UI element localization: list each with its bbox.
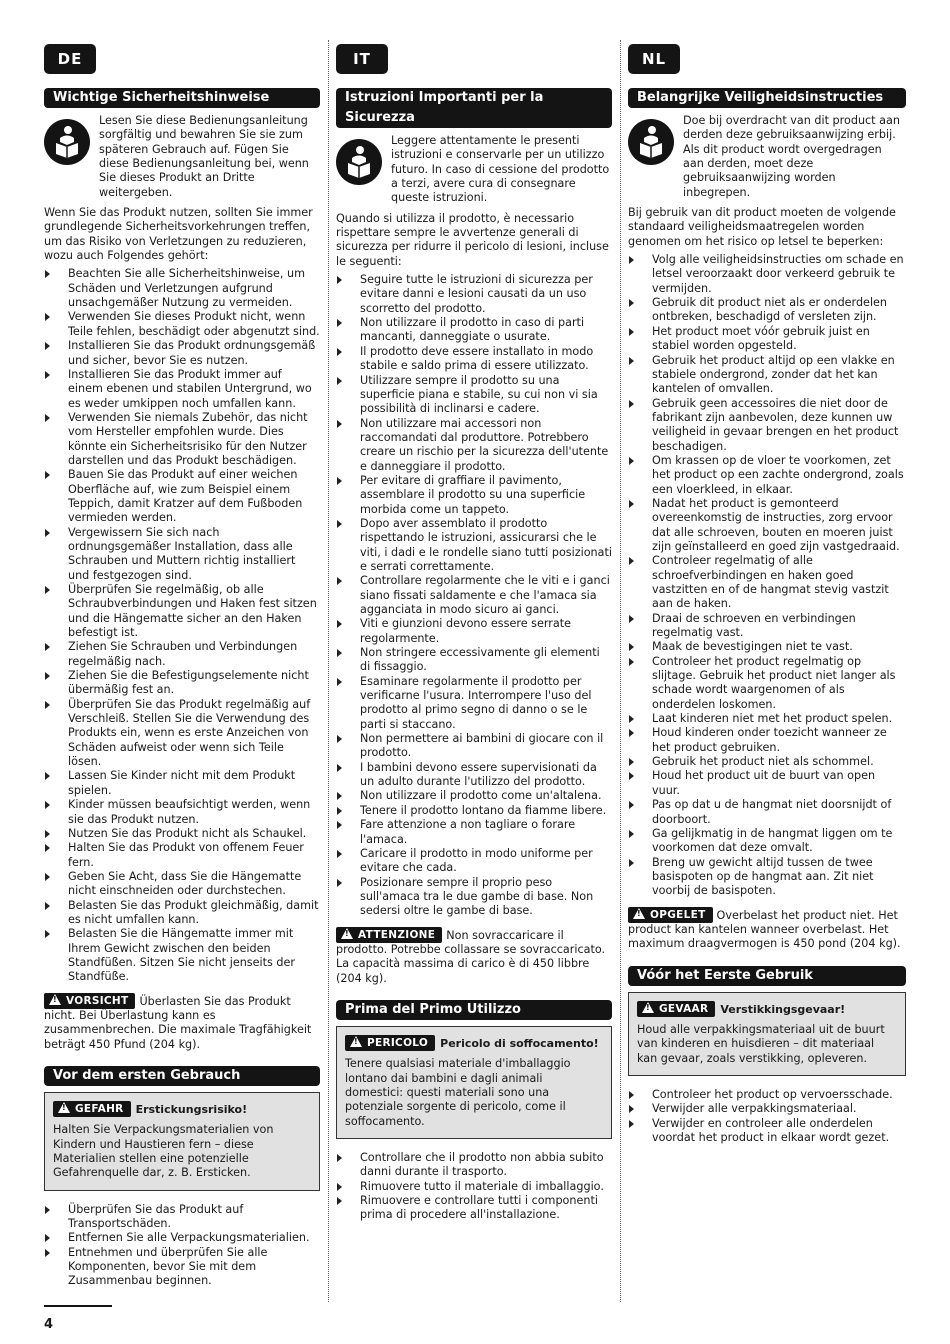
list-item: Viti e giunzioni devono essere serrate regolarmente. [336,617,612,646]
list-item: Verwenden Sie niemals Zubehör, das nicht vom Hersteller empfohlen wurde. Dies könnte ein Sicherheitsrisiko für den Nutzer darstellen und das Produkt beschädigen. [44,411,320,468]
list-item: Caricare il prodotto in modo uniforme per evitare che cada. [336,847,612,876]
danger-heading: Erstickungsrisiko! [135,1103,248,1116]
list-item: Houd het product uit de buurt van open vuur. [628,769,906,798]
list-item: Gebruik dit product niet als er onderdelen ontbreken, beschadigd of versleten zijn. [628,296,906,325]
safety-list [628,253,906,898]
list-item: Verwenden Sie dieses Produkt nicht, wenn Teile fehlen, beschädigt oder abgenutzt sind. [44,310,320,339]
list-item: Non utilizzare il prodotto come un'altalena. [336,789,612,803]
read-manual-icon [336,139,382,185]
list-item: Utilizzare sempre il prodotto su una superficie piana e stabile, su cui non vi sia possibilità di inclinarsi e cadere. [336,374,612,417]
safety-list [336,273,612,918]
list-item: Nadat het product is gemonteerd overeenkomstig de instructies, zorg ervoor dat alle schroeven, bouten en moeren juist zijn geïnstalleerd en goed zijn vastgedraaid. [628,497,906,554]
lead-text: Wenn Sie das Produkt nutzen, sollten Sie immer grundlegende Sicherheitsvorkehrungen treffen, um das Risiko von Verletzungen zu reduzieren, wozu auch Folgendes gehört: [44,206,313,263]
danger-box [44,1092,320,1191]
section-title-safety: Belangrijke Veiligheidsinstructies [628,88,906,108]
caution-note [628,907,906,952]
warning-triangle-icon [58,1102,70,1113]
list-item: Controleer het product regelmatig op slijtage. Gebruik het product niet langer als schade wordt waargenomen of als onderdelen loskomen. [628,655,906,712]
warning-triangle-icon [633,908,645,919]
list-item: Ga gelijkmatig in de hangmat liggen om te voorkomen dat deze omvalt. [628,827,906,856]
list-item: Verwijder alle verpakkingsmateriaal. [628,1102,906,1116]
warning-triangle-icon [341,928,353,939]
caution-badge: !OPGELET [628,907,713,923]
list-item: Rimuovere tutto il materiale di imballaggio. [336,1180,612,1194]
list-item: Belasten Sie das Produkt gleichmäßig, damit es nicht umfallen kann. [44,899,320,928]
list-item: Kinder müssen beaufsichtigt werden, wenn sie das Produkt nutzen. [44,798,320,827]
section-title-first-use: Prima del Primo Utilizzo [336,1000,612,1020]
first-use-list [628,1088,906,1145]
caution-badge: !ATTENZIONE [336,927,442,943]
list-item: Controllare che il prodotto non abbia subito danni durante il trasporto. [336,1151,612,1180]
list-item: Halten Sie das Produkt von offenem Feuer fern. [44,841,320,870]
first-use-list [336,1151,612,1223]
list-item: Per evitare di graffiare il pavimento, assemblare il prodotto su una superficie morbida come un tappeto. [336,474,612,517]
section-title-first-use: Vor dem ersten Gebrauch [44,1066,320,1086]
list-item: Houd kinderen onder toezicht wanneer ze het product gebruiken. [628,726,906,755]
list-item: Pas op dat u de hangmat niet doorsnijdt of doorboort. [628,798,906,827]
list-item: Verwijder en controleer alle onderdelen voordat het product in elkaar wordt gezet. [628,1117,906,1146]
list-item: Controleer het product op vervoersschade. [628,1088,906,1102]
first-use-list [44,1203,320,1289]
section-title-safety: Istruzioni Importanti per la Sicurezza [336,88,612,128]
intro-text: Doe bij overdracht van dit product aan derden deze gebruiksaanwijzing erbij. Als dit product wordt overgedragen aan derden, moet deze gebruiksaanwijzing worden inbegrepen. [683,114,900,199]
list-item: Breng uw gewicht altijd tussen de twee basispoten op de hangmat aan. Zit niet voorbij de basispoten. [628,856,906,899]
warning-triangle-icon [350,1036,362,1047]
list-item: Non stringere eccessivamente gli elementi di fissaggio. [336,646,612,675]
column-nl [628,44,906,1145]
column-separator-1 [328,40,329,1302]
list-item: Maak de bevestigingen niet te vast. [628,640,906,654]
lead-text: Quando si utilizza il prodotto, è necessario rispettare sempre le avvertenze generali di sicurezza per ridurre il pericolo di lesioni, incluse le seguenti: [336,211,609,268]
warning-triangle-icon [642,1002,654,1013]
section-title-safety: Wichtige Sicherheitshinweise [44,88,320,108]
caution-text: Non sovraccaricare il prodotto. Potrebbe collassare se sovraccaricato. La capacità massima di carico è di 450 libbre (204 kg). [336,928,606,985]
danger-badge: !PERICOLO [345,1035,435,1051]
danger-box [336,1026,612,1139]
list-item: Posizionare sempre il proprio peso sull'amaca tra le due gambe di base. Non sedersi oltre le gambe di base. [336,876,612,919]
list-item: Draai de schroeven en verbindingen regelmatig vast. [628,612,906,641]
list-item: Non permettere ai bambini di giocare con il prodotto. [336,732,612,761]
list-item: Beachten Sie alle Sicherheitshinweise, um Schäden und Verletzungen aufgrund unsachgemäßer Nutzung zu vermeiden. [44,267,320,310]
list-item: Nutzen Sie das Produkt nicht als Schaukel. [44,827,320,841]
intro-block [628,114,906,200]
list-item: Het product moet vóór gebruik juist en stabiel worden opgesteld. [628,325,906,354]
language-badge: DE [44,44,96,74]
intro-block [336,134,612,206]
list-item: Bauen Sie das Produkt auf einer weichen Oberfläche auf, wie zum Beispiel einem Teppich, damit Kratzer auf dem Fußboden vermieden werden. [44,468,320,525]
list-item: Non utilizzare il prodotto in caso di parti mancanti, danneggiate o usurate. [336,316,612,345]
danger-heading: Verstikkingsgevaar! [720,1002,846,1016]
danger-text: Halten Sie Verpackungsmaterialien von Kindern und Haustieren fern – diese Materialien stellen eine potenzielle Gefahrenquelle dar, z. B. Ersticken. [53,1123,274,1180]
danger-badge: !GEFAHR [53,1101,131,1117]
list-item: Entfernen Sie alle Verpackungsmaterialien. [44,1231,320,1245]
list-item: Geben Sie Acht, dass Sie die Hängematte nicht einschneiden oder durchstechen. [44,870,320,899]
list-item: Volg alle veiligheidsinstructies om schade en letsel veroorzaakt door verkeerd gebruik te vermijden. [628,253,906,296]
danger-heading: Pericolo di soffocamento! [440,1036,599,1050]
list-item: Installieren Sie das Produkt immer auf einem ebenen und stabilen Untergrund, wo es weder umkippen noch umfallen kann. [44,368,320,411]
list-item: Ziehen Sie Schrauben und Verbindungen regelmäßig nach. [44,640,320,669]
list-item: Lassen Sie Kinder nicht mit dem Produkt spielen. [44,769,320,798]
column-separator-2 [620,40,621,1302]
list-item: Gebruik geen accessoires die niet door de fabrikant zijn aanbevolen, deze kunnen uw veiligheid in gevaar brengen en het product beschadigen. [628,397,906,454]
column-de [44,44,320,1289]
caution-badge: !VORSICHT [44,993,135,1009]
list-item: Seguire tutte le istruzioni di sicurezza per evitare danni e lesioni causati da un uso scorretto del prodotto. [336,273,612,316]
list-item: Gebruik het product altijd op een vlakke en stabiele ondergrond, zonder dat het kan kantelen of omvallen. [628,354,906,397]
list-item: Überprüfen Sie das Produkt regelmäßig auf Verschleiß. Stellen Sie die Verwendung des Produkts ein, wenn es erste Anzeichen von Schäden aufweist oder wenn sich Teile lösen. [44,698,320,770]
list-item: Fare attenzione a non tagliare o forare l'amaca. [336,818,612,847]
list-item: Überprüfen Sie regelmäßig, ob alle Schraubverbindungen und Haken fest sitzen und die Hängematte sicher an den Haken befestigt ist. [44,583,320,640]
list-item: Dopo aver assemblato il prodotto rispettando le istruzioni, assicurarsi che le viti, i dadi e le rondelle siano tutti posizionati e serrati correttamente. [336,517,612,574]
caution-note [44,993,320,1052]
column-it [336,44,612,1223]
caution-text: Überlasten Sie das Produkt nicht. Bei Überlastung kann es zusammenbrechen. Die maximale Tragfähigkeit beträgt 450 Pfund (204 kg). [44,994,312,1051]
list-item: Il prodotto deve essere installato in modo stabile e saldo prima di essere utilizzato. [336,345,612,374]
language-badge: NL [628,44,680,74]
danger-text: Houd alle verpakkingsmateriaal uit de buurt van kinderen en huisdieren – dit materiaal kan gevaar, zoals verstikking, opleveren. [637,1022,885,1065]
intro-block [44,114,320,200]
page-number: 4 [44,1317,54,1332]
intro-text: Leggere attentamente le presenti istruzioni e conservarle per un utilizzo futuro. In caso di cessione del prodotto a terzi, avere cura di consegnare queste istruzioni. [391,134,610,205]
list-item: Controllare regolarmente che le viti e i ganci siano fissati saldamente e che l'amaca sia agganciata in modo sicuro ai ganci. [336,574,612,617]
intro-text: Lesen Sie diese Bedienungsanleitung sorgfältig und bewahren Sie sie zum späteren Gebrauch auf. Fügen Sie diese Bedienungsanleitung bei, wenn Sie dieses Produkt an Dritte weitergeben. [99,114,309,199]
list-item: Controleer regelmatig of alle schroefverbindingen en haken goed vastzitten en of de hangmat stevig vastzit aan de haken. [628,554,906,611]
footer-rule [44,1305,112,1307]
caution-note [336,927,612,986]
lead-text: Bij gebruik van dit product moeten de volgende standaard veiligheidsmaatregelen worden genomen om het risico op letsel te beperken: [628,206,896,248]
danger-box [628,992,906,1076]
list-item: Gebruik het product niet als schommel. [628,755,906,769]
list-item: Rimuovere e controllare tutti i componenti prima di procedere all'installazione. [336,1194,612,1223]
language-badge: IT [336,44,388,74]
list-item: Non utilizzare mai accessori non raccomandati dal produttore. Potrebbero creare un rischio per la sicurezza dell'utente e danneggiare il prodotto. [336,417,612,474]
list-item: Tenere il prodotto lontano da fiamme libere. [336,804,612,818]
list-item: Belasten Sie die Hängematte immer mit Ihrem Gewicht zwischen den beiden Standfüßen. Sitzen Sie nicht jenseits der Standfüße. [44,927,320,984]
safety-list [44,267,320,984]
danger-badge: !GEVAAR [637,1001,715,1017]
section-title-first-use: Vóór het Eerste Gebruik [628,966,906,986]
caution-text: Overbelast het product niet. Het product kan kantelen wanneer overbelast. Het maximum draagvermogen is 450 pond (204 kg). [628,908,901,951]
list-item: Entnehmen und überprüfen Sie alle Komponenten, bevor Sie mit dem Zusammenbau beginnen. [44,1246,320,1289]
list-item: Om krassen op de vloer te voorkomen, zet het product op een zachte ondergrond, zoals een vloerkleed, in elkaar. [628,454,906,497]
read-manual-icon [44,119,90,165]
list-item: Installieren Sie das Produkt ordnungsgemäß und sicher, bevor Sie es nutzen. [44,339,320,368]
list-item: Vergewissern Sie sich nach ordnungsgemäßer Installation, dass alle Schrauben und Muttern richtig installiert und festgezogen sind. [44,526,320,583]
read-manual-icon [628,119,674,165]
list-item: Esaminare regolarmente il prodotto per verificarne l'usura. Interrompere l'uso del prodotto al primo segno di danno o se le parti si staccano. [336,675,612,732]
list-item: Ziehen Sie die Befestigungselemente nicht übermäßig fest an. [44,669,320,698]
list-item: Überprüfen Sie das Produkt auf Transportschäden. [44,1203,320,1232]
danger-text: Tenere qualsiasi materiale d'imballaggio lontano dai bambini e dagli animali domestici: questi materiali sono una potenziale sorgente di pericolo, come il soffocamento. [345,1057,571,1128]
warning-triangle-icon [49,994,61,1005]
list-item: Laat kinderen niet met het product spelen. [628,712,906,726]
list-item: I bambini devono essere supervisionati da un adulto durante l'utilizzo del prodotto. [336,761,612,790]
